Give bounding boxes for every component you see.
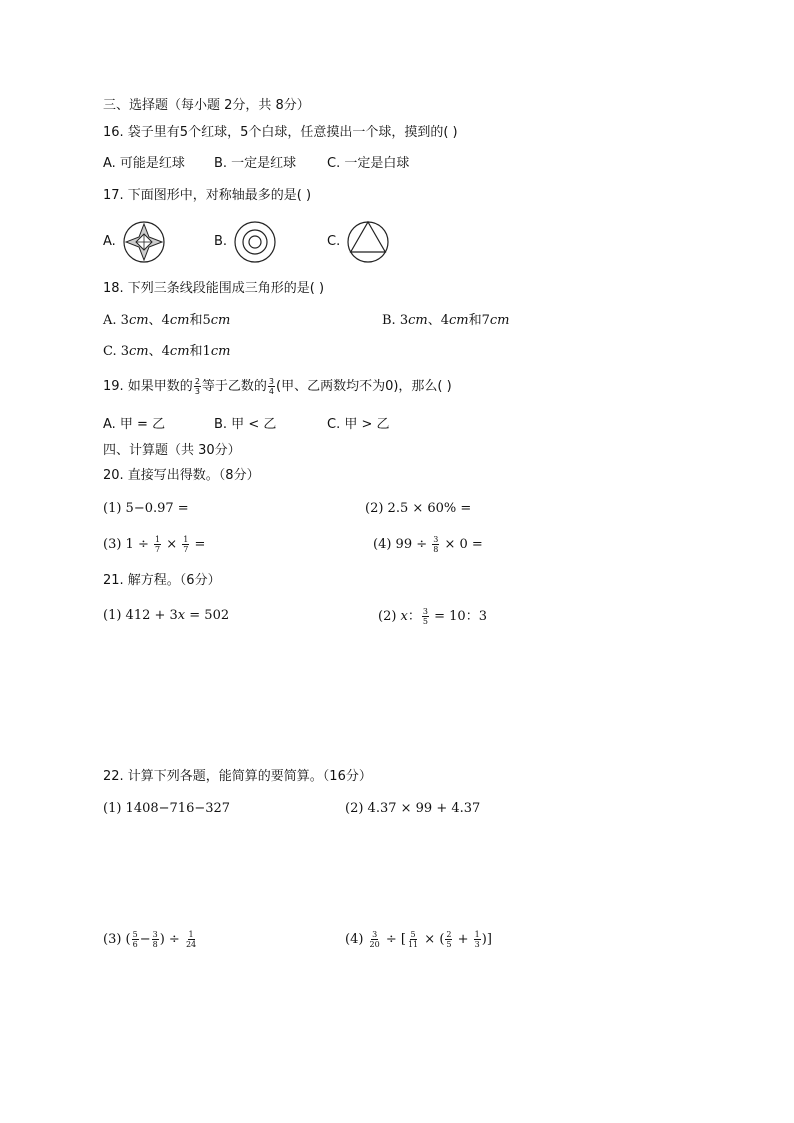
q17-option-c-label[interactable]: C. (327, 234, 341, 249)
q20-problem-1: (1) 5−0.97 = (103, 501, 189, 516)
q17-figure-c-circle-triangle (346, 220, 390, 264)
q21-equation-2: (2) x： $\frac{3}{5}$ = 10：3 (378, 607, 487, 626)
q21-equation-1: (1) 412 + 3x = 502 (103, 608, 230, 623)
q17-option-b-label[interactable]: B. (214, 234, 228, 249)
q17-figure-a-circle-star (122, 220, 166, 264)
q16-option-a[interactable]: A. 可能是红球 (103, 156, 185, 171)
question-22-stem: 22. 计算下列各题，能简算的要简算。（16分） (103, 769, 372, 784)
q19-option-c[interactable]: C. 甲 > 乙 (327, 417, 390, 432)
question-21-stem: 21. 解方程。（6分） (103, 573, 221, 588)
q20-problem-4: (4) 99 ÷ $\frac{3}{8}$ × 0 = (373, 535, 483, 554)
q18-option-a[interactable]: A. 3cm、4cm和5cm (103, 313, 231, 328)
q16-option-b[interactable]: B. 一定是红球 (214, 156, 297, 171)
q16-option-c[interactable]: C. 一定是白球 (327, 156, 410, 171)
fraction: $\frac{2}{5}$ (446, 930, 452, 949)
q22-problem-4: (4) $\frac{3}{20}$ ÷ [ $\frac{5}{11}$ × ( $\frac{2}{5}$ + $\frac{1}{3}$ )] (345, 930, 492, 949)
q17-option-a-label[interactable]: A. (103, 234, 116, 249)
q20-problem-3: (3) 1 ÷ $\frac{1}{7}$ × $\frac{1}{7}$ = (103, 535, 206, 554)
question-17-stem: 17. 下面图形中，对称轴最多的是( ) (103, 188, 312, 203)
fraction: $\frac{1}{24}$ (185, 930, 197, 949)
q17-figure-b-concentric-circles (233, 220, 277, 264)
section-3-heading: 三、选择题（每小题 2分，共 8分） (103, 98, 310, 113)
fraction: $\frac{3}{20}$ (369, 930, 380, 949)
fraction: $\frac{3}{4}$ (268, 377, 275, 396)
q22-problem-1: (1) 1408−716−327 (103, 801, 231, 816)
fraction: $\frac{3}{8}$ (433, 535, 439, 554)
q18-option-c[interactable]: C. 3cm、4cm和1cm (103, 344, 231, 359)
fraction: $\frac{5}{6}$ (132, 930, 138, 949)
q22-problem-2: (2) 4.37 × 99 + 4.37 (345, 801, 481, 816)
question-16-stem: 16. 袋子里有5个红球，5个白球，任意摸出一个球，摸到的( ) (103, 125, 458, 140)
fraction: $\frac{3}{8}$ (152, 930, 158, 949)
fraction: $\frac{1}{3}$ (474, 930, 480, 949)
fraction: $\frac{2}{3}$ (194, 377, 200, 396)
q19-option-a[interactable]: A. 甲 = 乙 (103, 417, 166, 432)
fraction: $\frac{1}{7}$ (183, 535, 189, 554)
question-20-stem: 20. 直接写出得数。（8分） (103, 468, 260, 483)
q20-problem-2: (2) 2.5 × 60% = (365, 501, 472, 516)
question-19-stem: 19. 如果甲数的 $\frac{2}{3}$ 等于乙数的 $\frac{3}{4}$ (甲、乙两数均不为0)，那么( ) (103, 377, 452, 396)
fraction: $\frac{3}{5}$ (422, 607, 428, 626)
fraction: $\frac{1}{7}$ (154, 535, 161, 554)
q22-problem-3: (3) ( $\frac{5}{6}$ − $\frac{3}{8}$ ) ÷ $\frac{1}{24}$ (103, 930, 197, 949)
q19-option-b[interactable]: B. 甲 < 乙 (214, 417, 277, 432)
section-4-heading: 四、计算题（共 30分） (103, 443, 241, 458)
fraction: $\frac{5}{11}$ (407, 930, 419, 949)
question-18-stem: 18. 下列三条线段能围成三角形的是( ) (103, 281, 325, 296)
q18-option-b[interactable]: B. 3cm、4cm和7cm (382, 313, 510, 328)
